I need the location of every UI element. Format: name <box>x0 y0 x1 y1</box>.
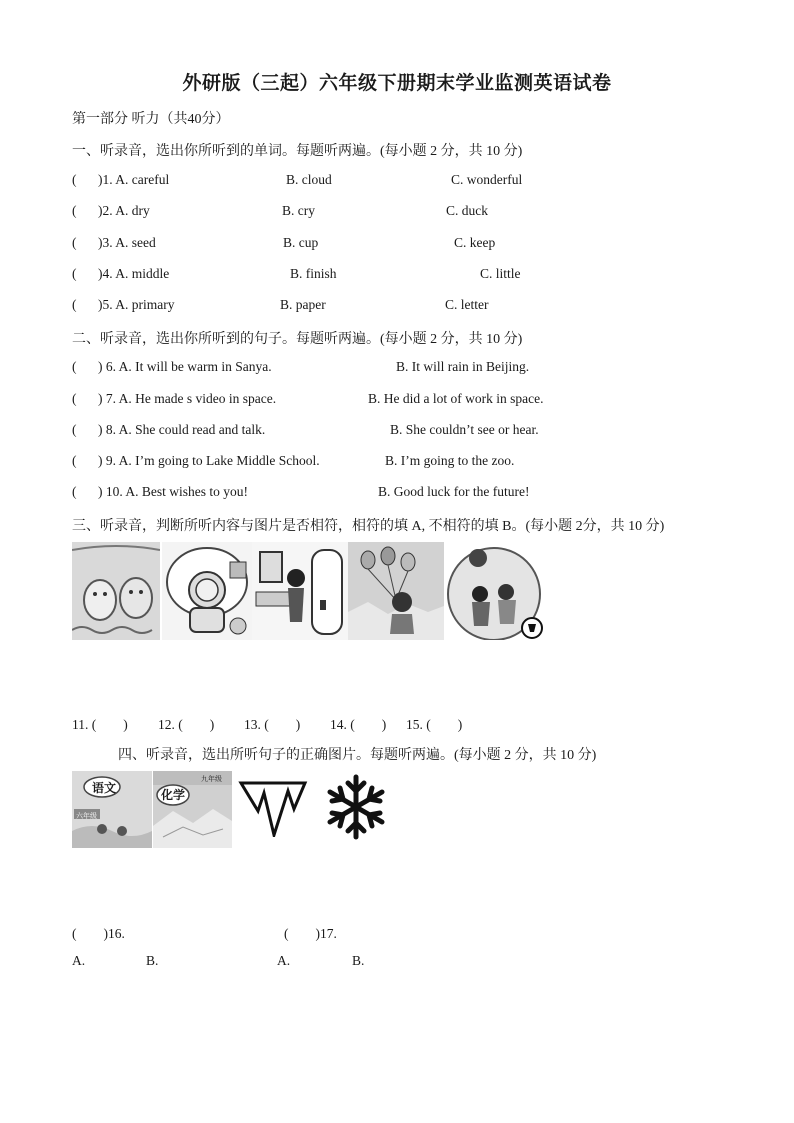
picture-12 <box>162 542 252 640</box>
picture-13 <box>252 542 348 640</box>
question-4: ( )4. A. middle <box>72 266 170 281</box>
answer-14[interactable]: 14. ( ) <box>330 717 387 732</box>
picture-14 <box>348 542 444 640</box>
q16-option-b[interactable]: B. <box>146 953 159 968</box>
q16-option-a[interactable]: A. <box>72 953 86 968</box>
snowflake-icon <box>322 773 390 841</box>
question-5-option-c: C. letter <box>445 297 489 312</box>
section3-heading: 三、听录音，判断所听内容与图片是否相符，相符的填 A, 不相符的填 B。(每小题 2分，共 10 分) <box>72 519 665 534</box>
question-2-option-c: C. duck <box>446 203 488 218</box>
question-9: ( ) 9. A. I’m going to Lake Middle School. <box>72 453 320 468</box>
picture-11 <box>72 542 160 640</box>
section4-heading: 四、听录音，选出所听句子的正确图片。每题听两遍。(每小题 2 分，共 10 分) <box>118 748 597 763</box>
question-4-option-b: B. finish <box>290 266 337 281</box>
question-3-option-b: B. cup <box>283 235 319 250</box>
question-10-option-b: B. Good luck for the future! <box>378 484 530 499</box>
question-7: ( ) 7. A. He made s video in space. <box>72 391 277 406</box>
page-title: 外研版（三起）六年级下册期末学业监测英语试卷 <box>182 72 612 94</box>
section2-heading: 二、听录音，选出你所听到的句子。每题听两遍。(每小题 2 分，共 10 分) <box>72 332 523 347</box>
question-2: ( )2. A. dry <box>72 203 150 218</box>
section1-heading: 一、听录音，选出你所听到的单词。每题听两遍。(每小题 2 分，共 10 分) <box>72 144 523 159</box>
question-7-option-b: B. He did a lot of work in space. <box>368 391 544 406</box>
question-16: ( )16. <box>72 926 125 941</box>
answer-13[interactable]: 13. ( ) <box>244 717 301 732</box>
q17-option-a[interactable]: A. <box>277 953 291 968</box>
question-8: ( ) 8. A. She could read and talk. <box>72 422 266 437</box>
question-9-option-b: B. I’m going to the zoo. <box>385 453 515 468</box>
picture-chinese-book <box>72 771 152 848</box>
question-3-option-c: C. keep <box>454 235 496 250</box>
question-3: ( )3. A. seed <box>72 235 156 250</box>
question-10: ( ) 10. A. Best wishes to you! <box>72 484 248 499</box>
question-1-option-c: C. wonderful <box>451 172 523 187</box>
question-5: ( )5. A. primary <box>72 297 175 312</box>
picture-chemistry-book <box>153 771 232 848</box>
question-1: ( )1. A. careful <box>72 172 170 187</box>
question-5-option-b: B. paper <box>280 297 326 312</box>
zigzag-picture <box>238 779 308 837</box>
part1-heading: 第一部分 听力（共40分） <box>72 112 230 127</box>
picture-15 <box>444 542 544 640</box>
book2-grade: 九年级 <box>201 775 222 783</box>
question-17: ( )17. <box>284 926 337 941</box>
question-4-option-c: C. little <box>480 266 521 281</box>
book1-title: 语文 <box>92 781 117 795</box>
q17-option-b[interactable]: B. <box>352 953 365 968</box>
question-6: ( ) 6. A. It will be warm in Sanya. <box>72 359 272 374</box>
answer-12[interactable]: 12. ( ) <box>158 717 215 732</box>
answer-15[interactable]: 15. ( ) <box>406 717 463 732</box>
answer-11[interactable]: 11. ( ) <box>72 717 128 732</box>
question-1-option-b: B. cloud <box>286 172 332 187</box>
question-8-option-b: B. She couldn’t see or hear. <box>390 422 539 437</box>
book1-grade: 六年级 <box>76 812 97 820</box>
book2-title: 化学 <box>161 788 186 802</box>
question-2-option-b: B. cry <box>282 203 315 218</box>
question-6-option-b: B. It will rain in Beijing. <box>396 359 530 374</box>
